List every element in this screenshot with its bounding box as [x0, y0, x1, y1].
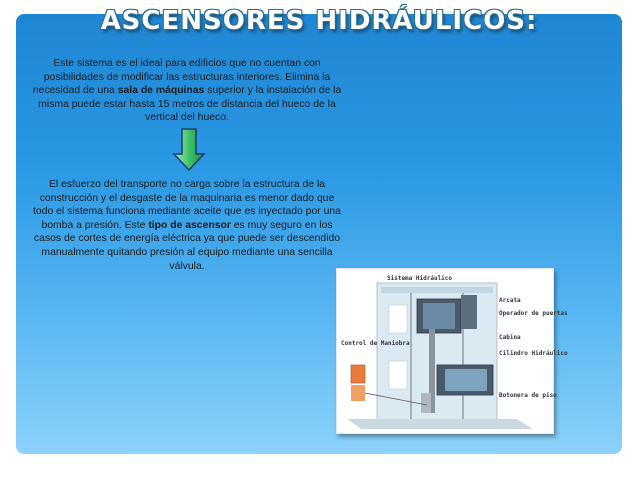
- paragraph1-bold: sala de máquinas: [117, 85, 205, 97]
- paragraph2-text-a: El esfuerzo del transporte no carga sobre la estructura de la construcción y el desgaste de la maquinaria es menor dado que todo el sistema funciona mediante aceite que es inyectado por una bomba a presión. Este: [33, 179, 341, 231]
- paragraph-esfuerzo: [30, 178, 344, 273]
- label-operador: Operador de puertas: [499, 310, 568, 317]
- label-cilindro: Cilindro Hidráulico: [499, 350, 568, 357]
- paragraph1-text-b: superior y la instalación de la misma puede estar hasta 15 metros de distancia del hueco de la vertical del hueco.: [38, 85, 342, 124]
- label-control: Control de Maniobra: [341, 340, 410, 347]
- paragraph2-text-b: es muy seguro en los casos de cortes de energía eléctrica ya que puede ser descendido manualmente quitando presión al equipo mediante una sencilla válvula.: [33, 219, 341, 272]
- down-arrow-icon: [172, 128, 206, 172]
- paragraph-sistema: [30, 57, 344, 125]
- paragraph2-bold: tipo de ascensor: [148, 219, 231, 231]
- diagram-heading: Sistema Hidráulico: [387, 275, 453, 282]
- label-botonera: Botonera de piso: [499, 392, 557, 399]
- label-arcata: Arcata: [499, 297, 521, 304]
- label-cabina: Cabina: [499, 334, 521, 341]
- slide-title: ASCENSORES HIDRÁULICOS:: [100, 6, 538, 36]
- paragraph1-text-a: Este sistema es el ideal para edificios que no cuentan con posibilidades de modificar las estructuras interiores. Elimina la necesidad de una: [32, 58, 331, 97]
- hydraulic-system-diagram: [336, 268, 568, 434]
